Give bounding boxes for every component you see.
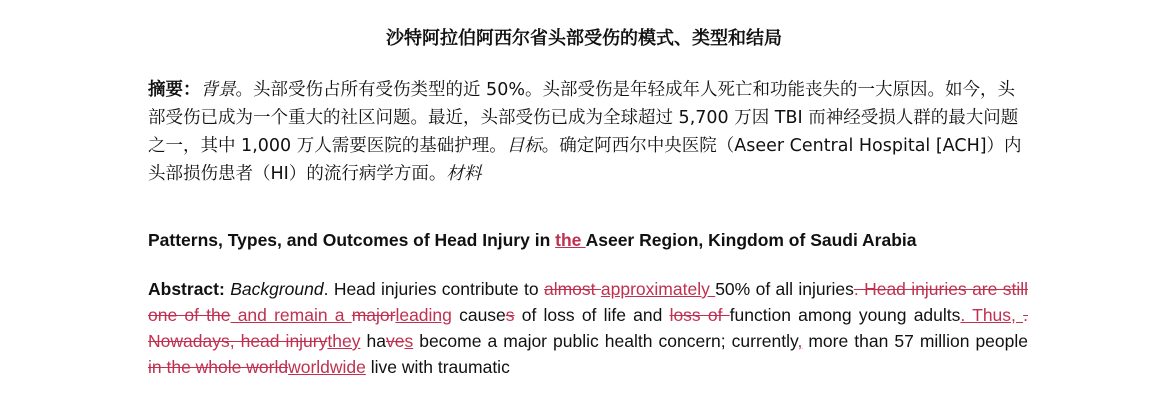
deleted-text: in the whole world: [148, 357, 289, 377]
deleted-text: major: [351, 305, 396, 325]
deleted-text: . Nowadays, head injury: [148, 305, 1028, 351]
abstract-text: more than 57 million people: [802, 331, 1028, 351]
abstract-text: 50% of all injuries: [715, 279, 854, 299]
abstract-text: of loss of life and: [514, 305, 670, 325]
abstract-text: become a major public health concern; currently: [413, 331, 798, 351]
abstract-text: ha: [360, 331, 386, 351]
english-background-label: Background: [230, 279, 324, 299]
inserted-text: s: [404, 331, 414, 351]
inserted-text: and remain a: [230, 305, 352, 325]
deleted-text: loss of: [669, 305, 730, 325]
english-title-part-a: Patterns, Types, and Outcomes of Head Injury in: [148, 230, 556, 250]
abstract-text: . Head injuries contribute to: [323, 279, 544, 299]
inserted-text: ,: [797, 331, 803, 351]
deleted-text: . Head injuries are still one of the: [148, 279, 1029, 325]
chinese-background-label: 背景: [200, 80, 236, 100]
inserted-text: approximately: [600, 279, 716, 299]
english-abstract-label: Abstract:: [148, 279, 225, 299]
deleted-text: ve: [385, 331, 405, 351]
abstract-text: live with traumatic: [365, 357, 510, 377]
abstract-text: cause: [451, 305, 506, 325]
chinese-abstract-text-2: 。确定阿西尔中央医院（Aseer Central Hospital [ACH]）内头部损伤患者（HI）的流行病学方面。: [148, 136, 1022, 184]
english-abstract: [148, 276, 1028, 380]
chinese-abstract-label: 摘要：: [148, 80, 201, 100]
chinese-objective-label: 目标: [506, 136, 542, 156]
chinese-abstract: [148, 76, 1028, 188]
chinese-abstract-text-1: 。头部受伤占所有受伤类型的近 50%。头部受伤是年轻成年人死亡和功能丧失的一大原因。如今，头部受伤已成为一个重大的社区问题。最近，头部受伤已成为全球超过 5,700 万因 TBI 而神经受损人群的最大问题之一，其中 1,000 万人需要医院的基础护理。: [148, 80, 1019, 156]
english-title-part-b: Aseer Region, Kingdom of Saudi Arabia: [585, 230, 917, 250]
abstract-text: function among young adults: [729, 305, 961, 325]
deleted-text: s: [505, 305, 515, 325]
inserted-text: . Thus,: [960, 305, 1024, 325]
chinese-materials-label: 材料: [446, 164, 482, 184]
english-title: [148, 230, 1048, 251]
inserted-text: leading: [395, 305, 452, 325]
inserted-text: worldwide: [288, 357, 366, 377]
inserted-text: the: [555, 230, 586, 250]
inserted-text: they: [327, 331, 361, 351]
chinese-title: 沙特阿拉伯阿西尔省头部受伤的模式、类型和结局: [386, 28, 782, 49]
deleted-text: almost: [543, 279, 601, 299]
